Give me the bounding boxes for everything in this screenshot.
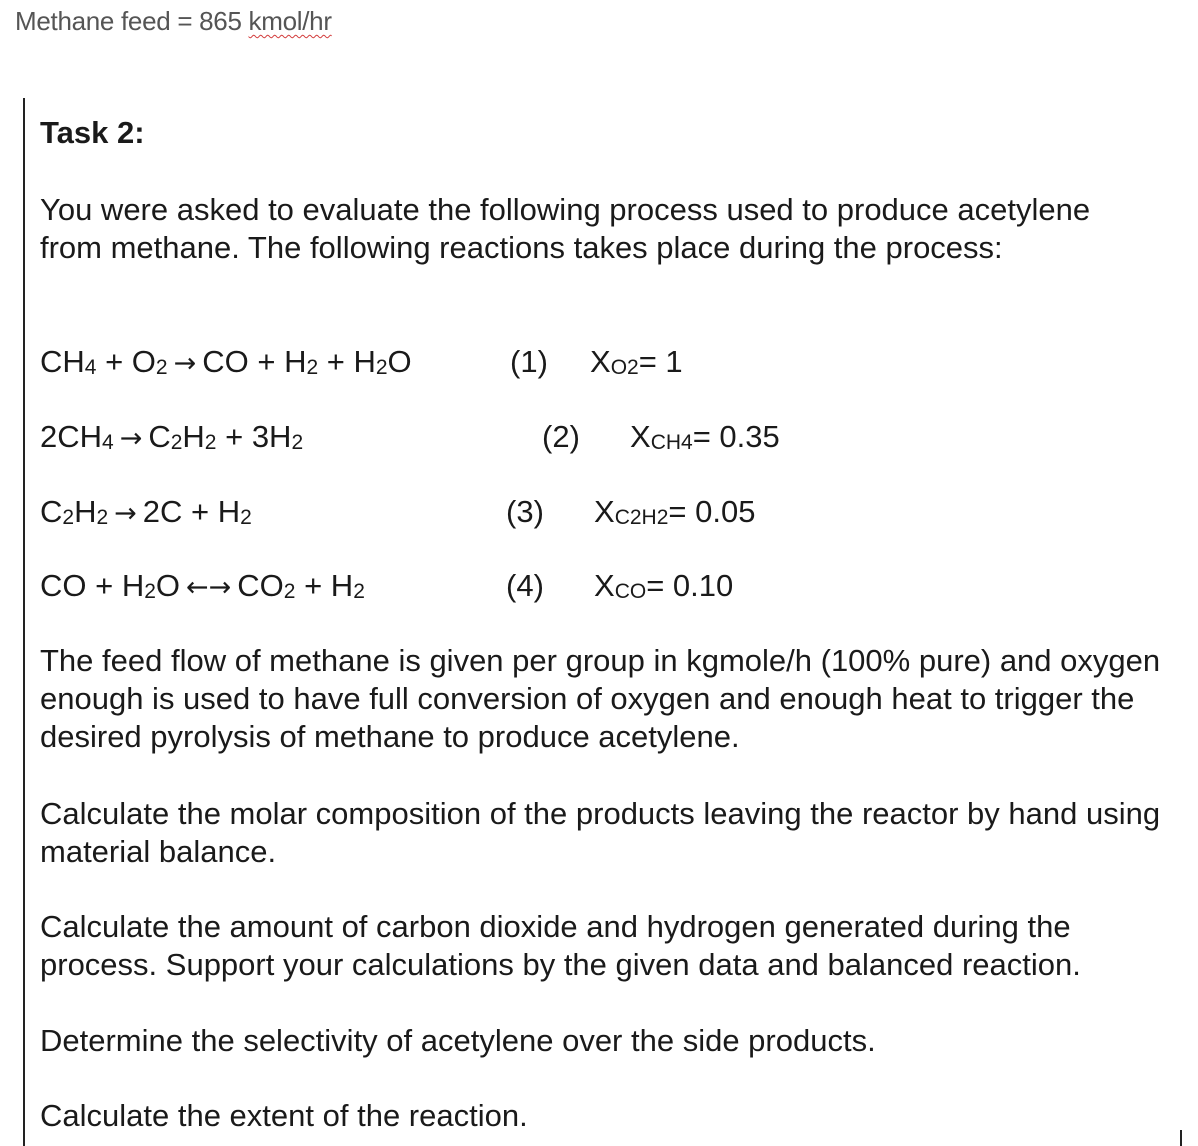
document-right-border	[1180, 1130, 1182, 1146]
reaction-4-conversion: $X_{CO}= 0.10$	[594, 568, 734, 603]
reaction-2-label: (2)	[542, 419, 580, 454]
reaction-4-equation: CO + $H_2O$ ←→ $CO_2 + H_2$	[40, 568, 365, 603]
reaction-2-conversion: $X_{CH4}= 0.35$	[630, 419, 780, 454]
methane-feed-note	[15, 6, 332, 37]
feed-paragraph: The feed flow of methane is given per group in kgmole/h (100% pure) and oxygen enough is used to have full conversion of oxygen and enough heat to trigger the desired pyrolysis of methane to produce acetylene.	[40, 643, 1161, 754]
reaction-1-equation: $CH_4 + O_2$ → CO + $H_2 + H_2O$	[40, 344, 412, 379]
reaction-1-label: (1)	[510, 344, 548, 379]
question-selectivity: Determine the selectivity of acetylene over the side products.	[40, 1023, 876, 1058]
question-co2-h2-amount: Calculate the amount of carbon dioxide and hydrogen generated during the process. Support your calculations by the given data and balanced reaction.	[40, 909, 1081, 982]
methane-feed-unit: kmol/hr	[248, 6, 332, 36]
reaction-3-label: (3)	[506, 494, 544, 529]
document-left-border	[23, 98, 25, 1146]
task-heading: Task 2:	[40, 115, 145, 150]
task-intro-paragraph: You were asked to evaluate the following process used to produce acetylene from methane. The following reactions takes place during the process:	[40, 192, 1091, 265]
reaction-3-conversion: $X_{C2H2}= 0.05$	[594, 494, 756, 529]
reaction-1-conversion: $X_{O2}= 1$	[590, 344, 683, 379]
reaction-3-equation: $C_2H_2 \to 2C + H_2$	[40, 494, 252, 529]
reaction-2-equation: $2CH_4 \to C_2H_2 + 3H_2$	[40, 419, 304, 454]
question-extent: Calculate the extent of the reaction.	[40, 1098, 528, 1133]
question-molar-composition: Calculate the molar composition of the products leaving the reactor by hand using material balance.	[40, 796, 1161, 869]
methane-feed-note-text: Methane feed = 865	[15, 6, 249, 36]
reaction-4-label: (4)	[506, 568, 544, 603]
